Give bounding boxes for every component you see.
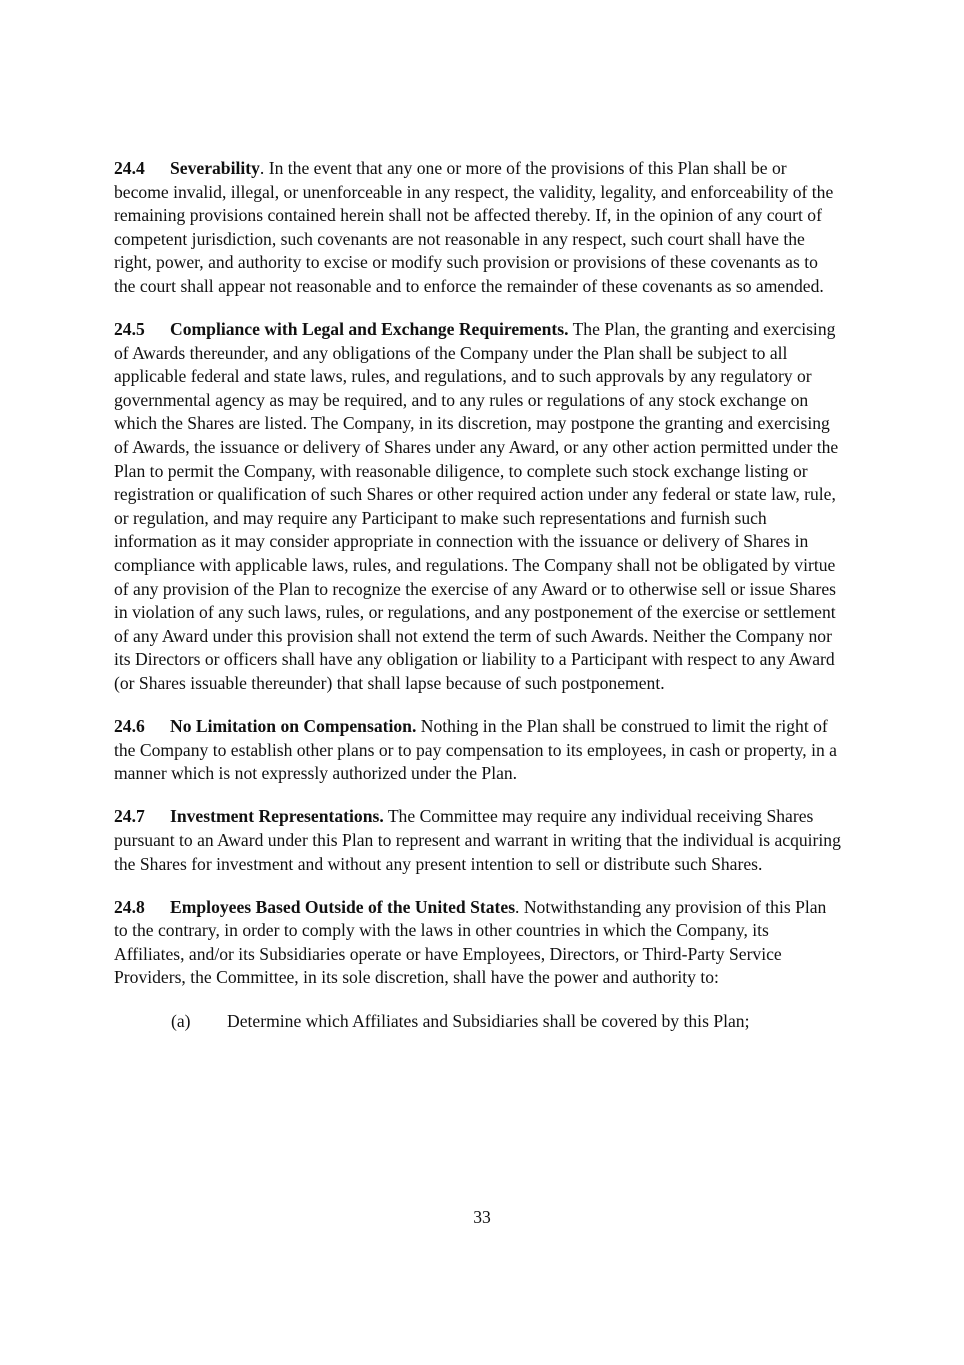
- document-page: [114, 157, 842, 1033]
- page-number: 33: [473, 1207, 491, 1227]
- subitem-a: [171, 1010, 842, 1034]
- section-number: 24.5: [114, 319, 145, 340]
- section-title-punct: .: [259, 158, 265, 178]
- section-body: The Plan, the granting and exercising of Awards thereunder, and any obligations of the Company under the Plan shall be subject to all applicable federal and state laws, rules, and regulations, and to such approvals by any regulatory or governmental agency as may be required, and to any rules or regulations of any stock exchange on which the Shares are listed. The Company, in its discretion, may postpone the granting and exercising of Awards, the issuance or delivery of Shares under any Award, or any other action permitted under the Plan to permit the Company, with reasonable diligence, to complete such stock exchange listing or registration or qualification of such Shares or other required action under any federal or state law, rule, or regulation, and may require any Participant to make such representations and furnish such information as it may consider appropriate in connection with the issuance or delivery of Shares in compliance with applicable laws, rules, and regulations. The Company shall not be obligated by virtue of any provision of the Plan to recognize the exercise of any Award or to otherwise sell or issue Shares in violation of any such laws, rules, or regulations, and any postponement of the exercise or settlement of any Award under this provision shall not extend the term of such Awards. Neither the Company nor its Directors or officers shall have any obligation or liability to a Participant with respect to any Award (or Shares issuable thereunder) that shall lapse because of such postponement.: [114, 319, 839, 693]
- section-24-4: [114, 157, 842, 299]
- section-24-8: [114, 896, 842, 990]
- section-title: Investment Representations.: [170, 806, 384, 827]
- section-number: 24.6: [114, 716, 145, 737]
- section-number: 24.4: [114, 158, 145, 178]
- section-title: Compliance with Legal and Exchange Requirements.: [170, 319, 569, 340]
- section-24-7: [114, 805, 842, 876]
- section-title: Employees Based Outside of the United States: [170, 896, 516, 917]
- section-body: Notwithstanding any provision of this Plan to the contrary, in order to comply with the laws in other countries in which the Company, its Affiliates, and/or its Subsidiaries operate or have Employees, Directors, or Third-Party Service Providers, the Committee, in its sole discretion, shall have the power and authority to:: [114, 896, 827, 988]
- section-title: Severability: [170, 158, 260, 178]
- subitem-text: Determine which Affiliates and Subsidiaries shall be covered by this Plan;: [227, 1010, 750, 1031]
- section-number: 24.8: [114, 896, 145, 917]
- section-24-6: [114, 715, 842, 786]
- section-body: Nothing in the Plan shall be construed to limit the right of the Company to establish other plans or to pay compensation to its employees, in cash or property, in a manner which is not expressly authorized under the Plan.: [114, 716, 837, 784]
- subitem-label: (a): [171, 1010, 191, 1031]
- section-number: 24.7: [114, 806, 145, 827]
- section-24-5: [114, 318, 842, 696]
- section-title: No Limitation on Compensation.: [170, 716, 417, 737]
- section-body: The Committee may require any individual receiving Shares pursuant to an Award under this Plan to represent and warrant in writing that the individual is acquiring the Shares for investment and without any present intention to sell or distribute such Shares.: [114, 806, 841, 874]
- section-body: In the event that any one or more of the provisions of this Plan shall be or become invalid, illegal, or unenforceable in any respect, the validity, legality, and enforceability of the remaining provisions contained herein shall not be affected thereby. If, in the opinion of any court of competent jurisdiction, such covenants are not reasonable in any respect, such court shall have the right, power, and authority to excise or modify such provision or provisions of these covenants as to the court shall appear not reasonable and to enforce the remainder of these covenants as so amended.: [114, 158, 834, 296]
- section-title-punct: .: [515, 896, 520, 917]
